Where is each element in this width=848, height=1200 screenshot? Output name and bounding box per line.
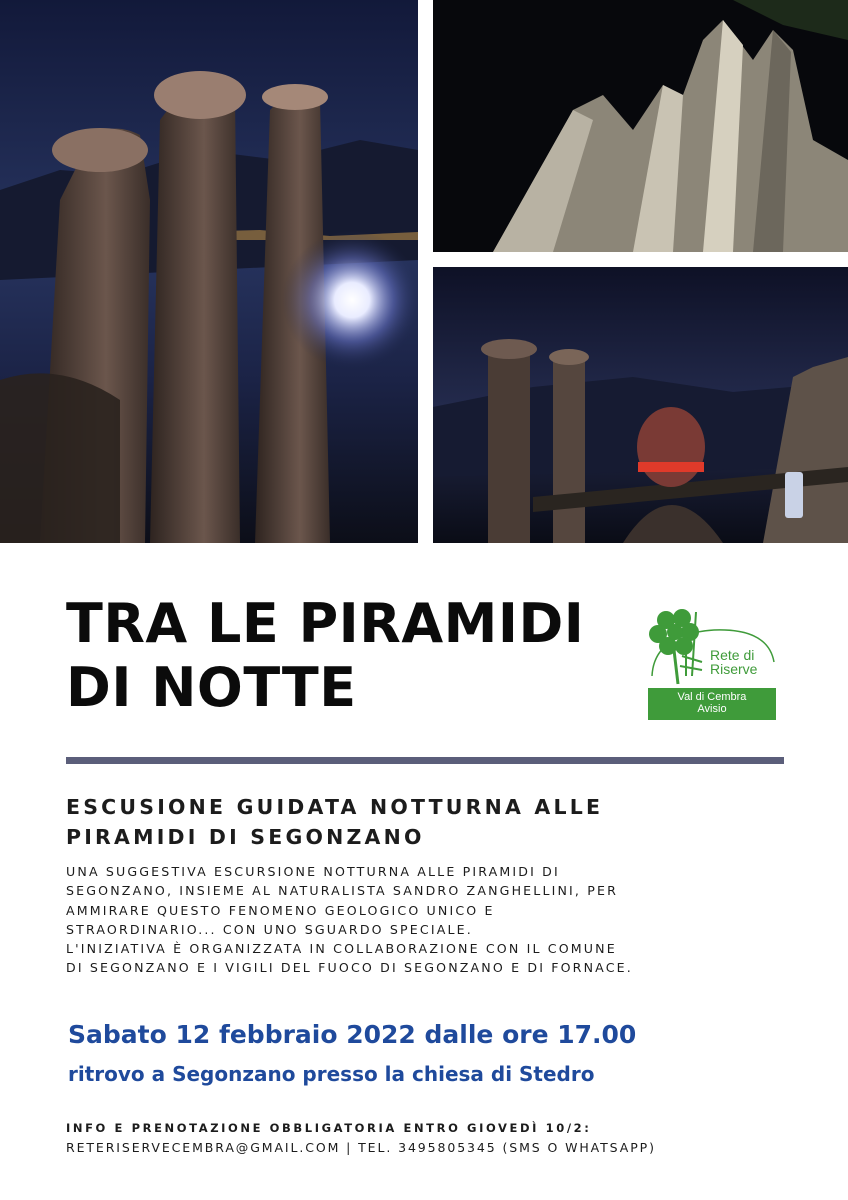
poster-title-line-1: TRA LE PIRAMIDI	[66, 592, 585, 655]
booking-contacts: RETERISERVECEMBRA@GMAIL.COM | TEL. 3495805345 (SMS O WHATSAPP)	[66, 1140, 656, 1155]
logo-band-line-1: Val di Cembra	[677, 691, 747, 703]
description-line-1: UNA SUGGESTIVA ESCURSIONE NOTTURNA ALLE PIRAMIDI DI	[66, 864, 560, 879]
poster-subtitle	[66, 792, 603, 852]
logo-text-line-1: Rete di	[710, 647, 755, 663]
booking-info	[66, 1118, 656, 1158]
logo-text-line-2: Riserve	[710, 661, 758, 677]
photo-pyramids-with-headlamp	[0, 0, 418, 543]
photo-lit-rock-spires	[433, 0, 848, 252]
description-line-2: SEGONZANO, INSIEME AL NATURALISTA SANDRO ZANGHELLINI, PER	[66, 883, 618, 899]
poster-title	[66, 592, 584, 720]
rete-di-riserve-logo	[644, 606, 778, 722]
description-line-5: L'INIZIATIVA È ORGANIZZATA IN COLLABORAZIONE CON IL COMUNE	[66, 941, 617, 957]
poster-title-line-2: DI NOTTE	[66, 656, 357, 719]
logo-band-line-2: Avisio	[697, 703, 727, 715]
description-line-4: STRAORDINARIO... CON UNO SGUARDO SPECIALE.	[66, 921, 473, 937]
subtitle-line-2: PIRAMIDI DI SEGONZANO	[66, 825, 425, 849]
title-divider	[66, 757, 784, 764]
subtitle-line-1: ESCUSIONE GUIDATA NOTTURNA ALLE	[66, 795, 604, 819]
photo-hiker-at-night	[433, 267, 848, 543]
description-line-6: DI SEGONZANO E I VIGILI DEL FUOCO DI SEGONZANO E DI FORNACE.	[66, 960, 633, 976]
meeting-point: ritrovo a Segonzano presso la chiesa di Stedro	[68, 1062, 595, 1086]
description-line-3: AMMIRARE QUESTO FENOMENO GEOLOGICO UNICO E	[66, 902, 495, 918]
booking-info-heading: INFO E PRENOTAZIONE OBBLIGATORIA ENTRO GIOVEDÌ 10/2:	[66, 1121, 592, 1135]
event-date: Sabato 12 febbraio 2022 dalle ore 17.00	[68, 1020, 637, 1049]
event-description	[66, 862, 786, 978]
